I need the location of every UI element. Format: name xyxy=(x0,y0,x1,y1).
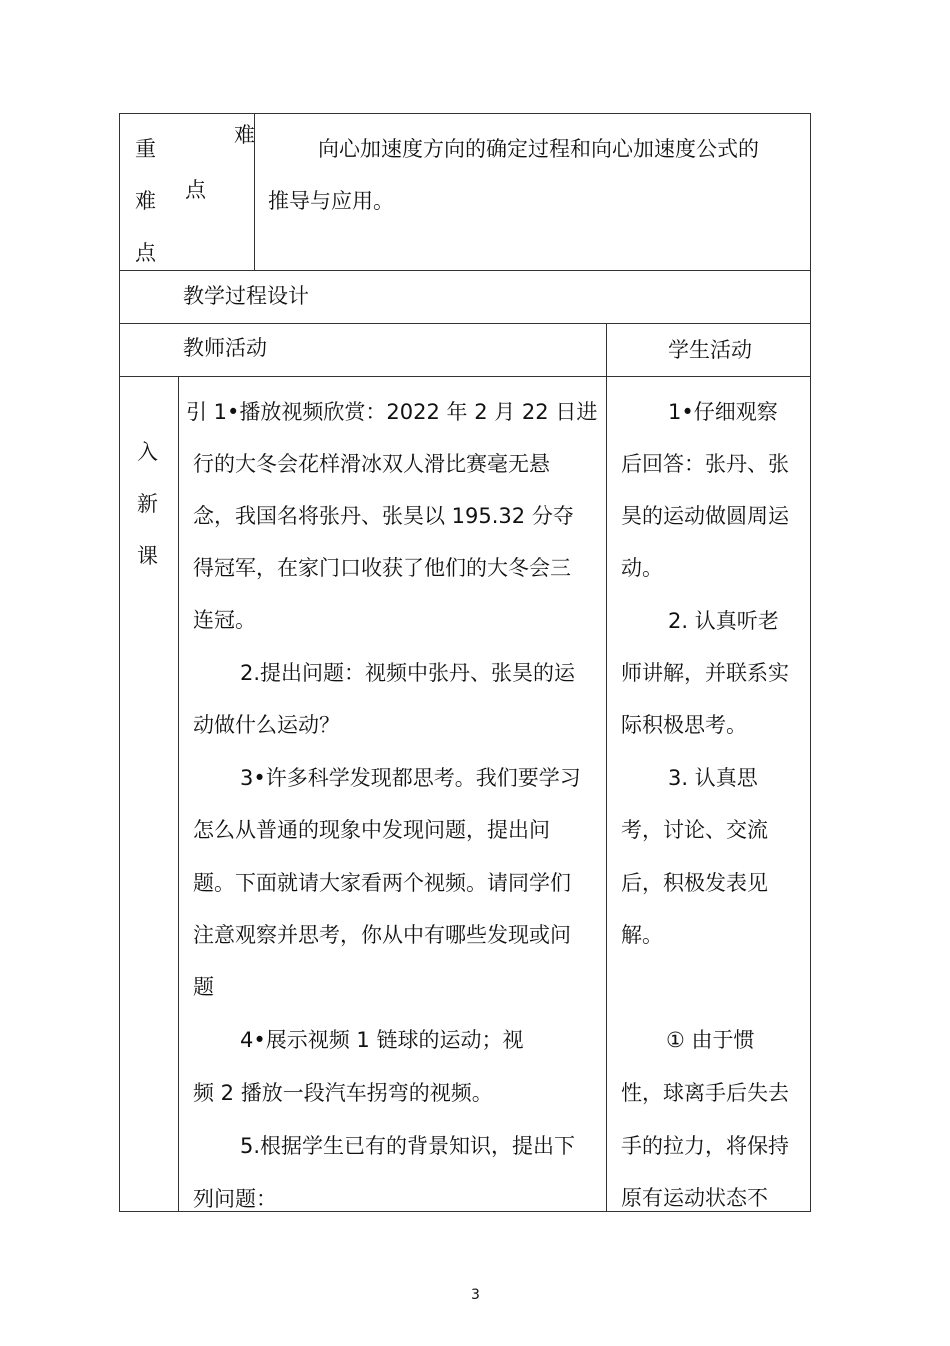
section-label-divider xyxy=(178,376,179,1212)
teacher-line: 4•展示视频 1 链球的运动；视 xyxy=(240,1028,524,1052)
student-line: 动。 xyxy=(621,556,663,580)
teacher-line: 题。下面就请大家看两个视频。请同学们 xyxy=(193,871,571,895)
student-line: 昊的运动做圆周运 xyxy=(621,504,789,528)
section-label-char-3: 课 xyxy=(137,544,158,568)
student-line: 考，讨论、交流 xyxy=(621,818,768,842)
teacher-line: 频 2 播放一段汽车拐弯的视频。 xyxy=(193,1081,493,1105)
table-left-border xyxy=(119,113,120,1212)
student-line: 2. 认真听老 xyxy=(668,609,779,633)
student-line: 师讲解，并联系实 xyxy=(621,661,789,685)
student-line: 后回答：张丹、张 xyxy=(621,452,789,476)
student-line: 解。 xyxy=(621,923,663,947)
difficult-content-line-1: 向心加速度方向的确定过程和向心加速度公式的 xyxy=(318,137,759,161)
section-label-char-2: 新 xyxy=(137,492,158,516)
row-divider-3 xyxy=(119,376,811,377)
difficult-content-line-2: 推导与应用。 xyxy=(268,189,394,213)
teacher-line: 2.提出问题：视频中张丹、张昊的运 xyxy=(240,661,576,685)
key-label-char-3: 点 xyxy=(135,241,156,265)
key-label-char-2: 难 xyxy=(135,189,156,213)
row-divider-2 xyxy=(119,323,811,324)
student-line: ① 由于惯 xyxy=(666,1028,755,1052)
design-header: 教学过程设计 xyxy=(183,284,309,308)
student-activity-header: 学生活动 xyxy=(668,338,752,362)
row-divider-1 xyxy=(119,270,811,271)
activity-column-divider xyxy=(606,323,607,1212)
student-line: 1•仔细观察 xyxy=(668,400,778,424)
teacher-line: 引 1•播放视频欣赏：2022 年 2 月 22 日进 xyxy=(186,400,598,424)
difficult-label-bottom: 点 xyxy=(185,178,206,202)
page-number: 3 xyxy=(471,1287,480,1303)
teacher-line: 得冠军，在家门口收获了他们的大冬会三 xyxy=(193,556,571,580)
section-label-char-1: 入 xyxy=(137,440,158,464)
table-top-border xyxy=(119,113,811,114)
teacher-line: 3•许多科学发现都思考。我们要学习 xyxy=(240,766,581,790)
teacher-line: 5.根据学生已有的背景知识，提出下 xyxy=(240,1134,576,1158)
key-label-char-1: 重 xyxy=(135,137,156,161)
student-line: 原有运动状态不 xyxy=(621,1186,768,1210)
teacher-line: 动做什么运动？ xyxy=(193,713,340,737)
teacher-line: 行的大冬会花样滑冰双人滑比赛毫无悬 xyxy=(193,452,550,476)
teacher-line: 列问题： xyxy=(193,1187,277,1211)
teacher-activity-header: 教师活动 xyxy=(183,336,267,360)
difficult-label-top: 难 xyxy=(234,123,255,147)
table-right-border xyxy=(810,113,811,1212)
teacher-line: 题 xyxy=(193,975,214,999)
teacher-line: 念，我国名将张丹、张昊以 195.32 分夺 xyxy=(193,504,574,528)
student-line: 3. 认真思 xyxy=(668,766,758,790)
student-line: 后，积极发表见 xyxy=(621,871,768,895)
student-line: 手的拉力，将保持 xyxy=(621,1134,789,1158)
teacher-line: 连冠。 xyxy=(193,608,256,632)
teacher-line: 注意观察并思考，你从中有哪些发现或问 xyxy=(193,923,571,947)
student-line: 性，球离手后失去 xyxy=(621,1081,789,1105)
student-line: 际积极思考。 xyxy=(621,713,747,737)
teacher-line: 怎么从普通的现象中发现问题，提出问 xyxy=(193,818,550,842)
